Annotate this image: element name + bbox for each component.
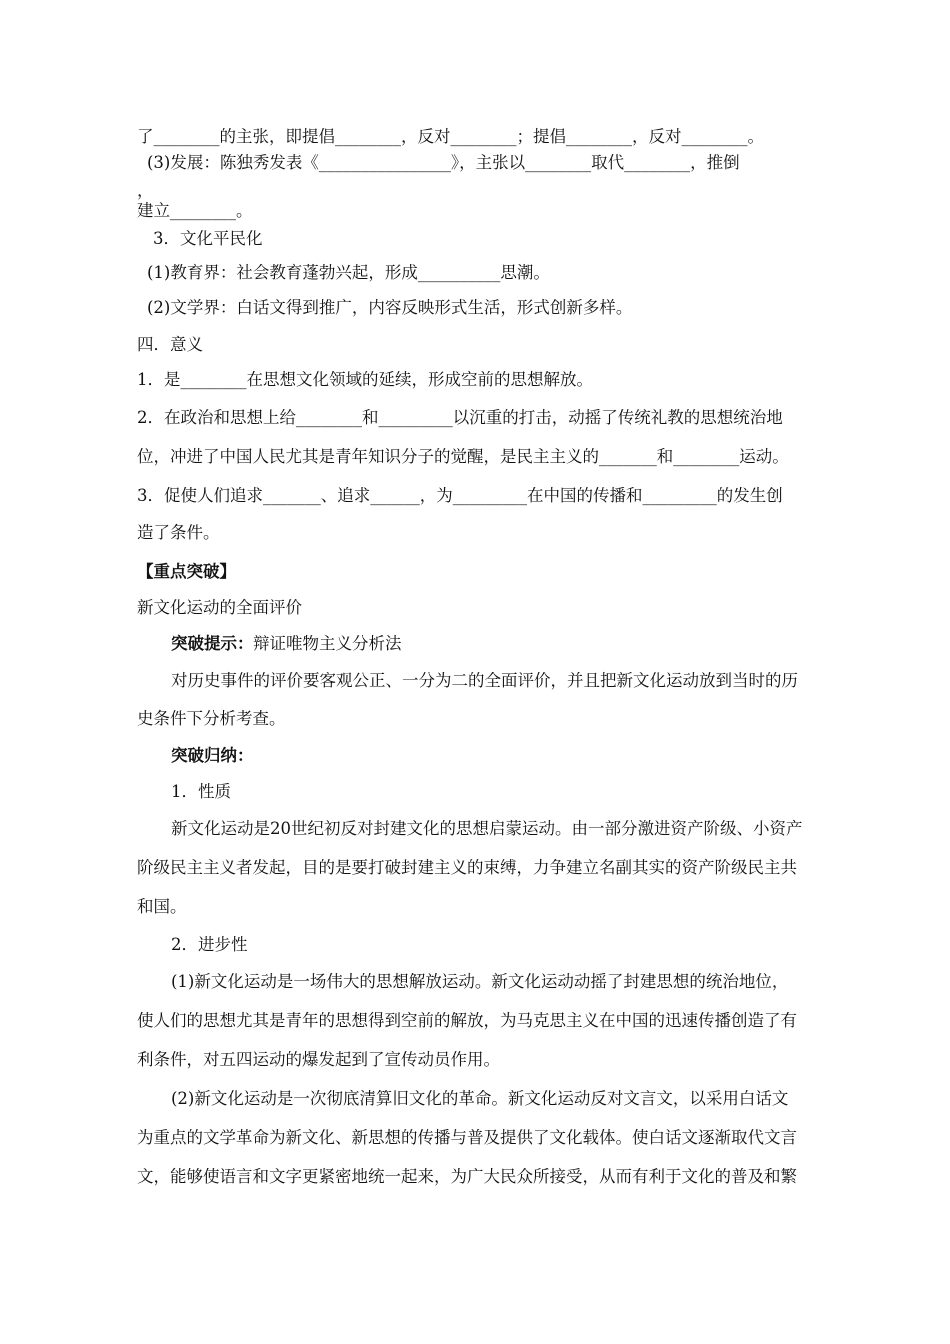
text-line: (3)发展：陈独秀发表《________________》，主张以________取代________，推倒	[147, 153, 740, 172]
text-line: 利条件，对五四运动的爆发起到了宣传动员作用。	[137, 1050, 500, 1069]
text-line: 和国。	[137, 897, 187, 916]
text-line: (1)教育界：社会教育蓬勃兴起，形成__________思潮。	[147, 263, 550, 282]
text-line: 对历史事件的评价要客观公正、一分为二的全面评价，并且把新文化运动放到当时的历	[171, 671, 798, 690]
text-line: 位，冲进了中国人民尤其是青年知识分子的觉醒，是民主主义的_______和________运动。	[137, 447, 789, 466]
text-line: 3．文化平民化	[153, 229, 263, 248]
tip-label: 突破提示：	[171, 634, 254, 653]
tip-text: 辩证唯物主义分析法	[253, 634, 402, 653]
text-line: 2．进步性	[171, 935, 248, 954]
text-line: 3．促使人们追求_______、追求______，为_________在中国的传播和_________的发生创	[137, 486, 783, 505]
text-line: 文，能够使语言和文字更紧密地统一起来，为广大民众所接受，从而有利于文化的普及和繁	[137, 1167, 797, 1186]
text-line: 建立________。	[137, 201, 253, 220]
text-line: 新文化运动是20世纪初反对封建文化的思想启蒙运动。由一部分激进资产阶级、小资产	[171, 819, 803, 838]
text-line: 新文化运动的全面评价	[137, 598, 302, 617]
text-line: 1．是________在思想文化领域的延续，形成空前的思想解放。	[137, 370, 593, 389]
text-line: 阶级民主主义者发起，目的是要打破封建主义的束缚，力争建立名副其实的资产阶级民主共	[137, 858, 797, 877]
summary-label: 突破归纳：	[171, 746, 254, 765]
text-line: 造了条件。	[137, 523, 220, 542]
text-line: 史条件下分析考查。	[137, 709, 286, 728]
text-line: (2)文学界：白话文得到推广，内容反映形式生活，形式创新多样。	[147, 298, 633, 317]
text-line: 使人们的思想尤其是青年的思想得到空前的解放，为马克思主义在中国的迅速传播创造了有	[137, 1011, 797, 1030]
text-line: (1)新文化运动是一场伟大的思想解放运动。新文化运动动摇了封建思想的统治地位，	[171, 972, 789, 991]
text-line: 2．在政治和思想上给________和_________以沉重的打击，动摇了传统礼教的思想统治地	[137, 408, 783, 427]
text-line: 了________的主张，即提倡________，反对________；提倡________，反对________。	[137, 127, 764, 146]
section-heading: 四．意义	[137, 335, 203, 354]
text-line: ，	[137, 181, 154, 200]
text-line: 1．性质	[171, 782, 231, 801]
text-line: 为重点的文学革命为新文化、新思想的传播与普及提供了文化载体。使白话文逐渐取代文言	[137, 1128, 797, 1147]
text-line: (2)新文化运动是一次彻底清算旧文化的革命。新文化运动反对文言文，以采用白话文	[171, 1089, 789, 1108]
section-heading: 【重点突破】	[137, 562, 236, 581]
